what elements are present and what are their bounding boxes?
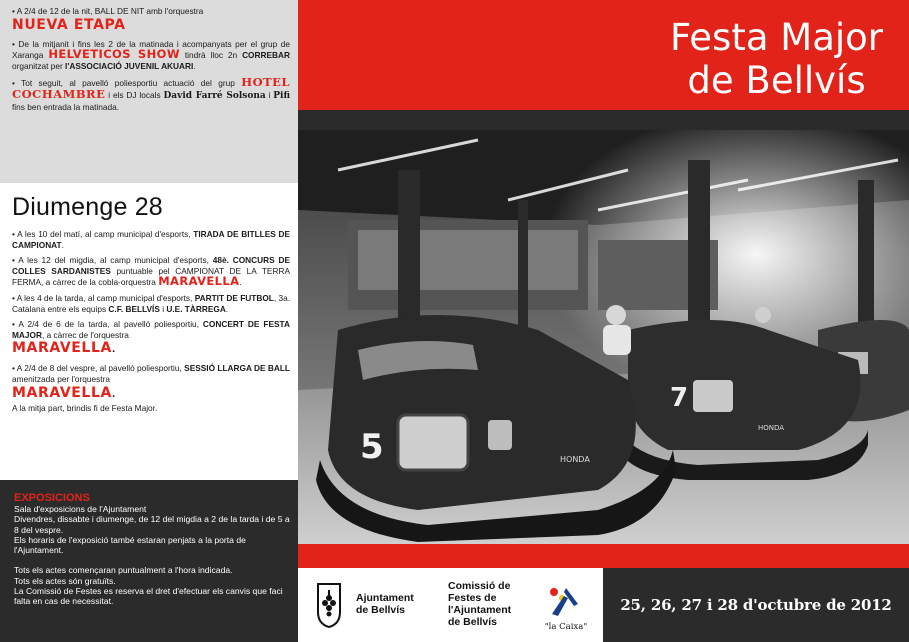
event-text: tindrà lloc 2n [184, 50, 238, 61]
event-item [12, 229, 290, 250]
car-number: 5 [360, 427, 384, 467]
event-text: • A les 12 del migdia, al camp municipal d'esports, [12, 255, 209, 266]
band-name: HELVETICOS SHOW [48, 47, 180, 62]
logo-line: de Bellvís [448, 616, 498, 628]
photo-illustration [298, 130, 909, 544]
car-number: 7 [670, 383, 689, 413]
event-item [12, 6, 290, 33]
event-text: , a càrrec de l'orquestra [41, 329, 129, 340]
dj-name: Pifi [273, 90, 291, 101]
event-text: , 3a. Catalana entre els equips [12, 292, 291, 314]
exhibition-line: Divendres, dissabte i diumenge, de 12 del migdia a 2 de la tarda i de 5 a 8 del vespre. [14, 514, 290, 535]
saturday-section [0, 0, 298, 183]
exhibition-line: Els horaris de l'exposició també estaran penjats a la porta de l'Ajuntament. [14, 534, 246, 556]
day-heading: Diumenge 28 [12, 193, 163, 221]
note-line: Tots els actes són gratuïts. [14, 575, 116, 586]
event-text: • A 2/4 de 12 de la nit, BALL DE NIT amb l'orquestra [12, 6, 204, 16]
divider-strip [298, 110, 909, 130]
punctuation: . [239, 277, 242, 288]
band-name: MARAVELLA [158, 274, 240, 289]
event-highlight: PARTIT DE FUTBOL [194, 292, 274, 303]
event-highlight: CORREBAR [242, 50, 291, 61]
bellvis-coat-of-arms-icon [316, 582, 342, 628]
event-item [12, 77, 290, 112]
logo-line: Ajuntament [356, 592, 414, 604]
event-text: fins ben entrada la matinada. [12, 101, 120, 112]
logo-line: Comissió de [448, 580, 511, 592]
event-text: • A les 10 del matí, al camp municipal d'esports, [12, 229, 191, 239]
red-strip [298, 544, 909, 568]
event-text: organitzat per [12, 60, 63, 71]
band-name: NUEVA ETAPA [12, 16, 126, 33]
note-line: Tots els actes començaran puntualment a l'hora indicada. [14, 565, 233, 576]
logo-line: Festes de [448, 592, 497, 604]
band-line [12, 385, 290, 403]
punctuation: . [61, 239, 64, 250]
team-name: C.F. BELLVÍS [108, 303, 160, 314]
event-text: • A les 4 de la tarda, al camp municipal d'esports, [12, 292, 193, 303]
event-item [12, 255, 290, 288]
event-item [12, 293, 290, 314]
punctuation: . [111, 389, 116, 400]
event-highlight: 48è. CONCURS DE COLLES SARDANISTES [12, 255, 290, 276]
event-text: • A 2/4 de 8 del vespre, al pavelló poliesportiu, [12, 363, 182, 374]
band-name: MARAVELLA [12, 384, 112, 401]
event-highlight: l'ASSOCIACIÓ JUVENIL AKUARI [65, 60, 194, 71]
logo-line: de Bellvís [356, 604, 406, 616]
festival-dates: 25, 26, 27 i 28 d'octubre de 2012 [603, 568, 909, 642]
car-brand: HONDA [560, 455, 590, 464]
car-brand: HONDA [758, 424, 785, 432]
event-text: • Tot seguit, al pavelló poliesportiu actuació del grup [12, 78, 235, 89]
star-figure-icon [538, 578, 594, 622]
event-text: • De la mitjanit i fins les 2 de la matinada i acompanyats per el grup de Xaranga [12, 38, 290, 61]
spacer [14, 555, 290, 565]
punctuation: . [193, 60, 196, 71]
program-column [0, 0, 298, 642]
title-banner [298, 0, 909, 110]
event-highlight: CONCERT DE FESTA MAJOR [12, 319, 290, 340]
logo-line: l'Ajuntament [448, 604, 512, 616]
event-text: puntuable pel CAMPIONAT DE LA TERRA FERMA, a càrrec de la cobla-orquestra [12, 265, 290, 288]
event-item [12, 363, 290, 413]
ajuntament-logo-text [356, 592, 414, 616]
poster-title [670, 16, 883, 102]
event-highlight: TIRADA DE BITLLES DE CAMPIONAT [12, 229, 290, 250]
event-text: A la mitja part, brindis fi de Festa Major. [12, 402, 158, 413]
event-highlight: SESSIÓ LLARGA DE BALL [184, 363, 290, 374]
title-line: Festa Major [670, 16, 883, 59]
event-text: i [162, 303, 165, 314]
exhibitions-heading: EXPOSICIONS [14, 492, 90, 504]
la-caixa-logo [538, 578, 594, 634]
band-line [12, 340, 290, 358]
event-text: • A 2/4 de 6 de la tarda, al pavelló poliesportiu, [12, 319, 199, 330]
note-line: La Comissió de Festes es reserva el dret d'efectuar els canvis que faci falta en cas de necessitat. [14, 586, 283, 607]
event-text: amenitzada per l'orquestra [12, 373, 110, 384]
dj-name: David Farré Solsona [163, 90, 266, 101]
cover-column [298, 0, 909, 642]
exhibition-line: Sala d'exposicions de l'Ajuntament [14, 504, 147, 514]
sunday-section [0, 183, 298, 480]
team-name: U.E. TÀRREGA [166, 303, 226, 314]
event-text: i [268, 89, 271, 100]
event-item [12, 39, 290, 72]
punctuation: . [111, 345, 116, 356]
band-name: MARAVELLA [12, 340, 112, 357]
caixa-label: "la Caixa" [544, 622, 588, 632]
bumper-cars-photo [298, 130, 909, 544]
exhibitions-section [0, 480, 298, 642]
comissio-logo-text [448, 580, 511, 628]
title-line: de Bellvís [687, 59, 866, 102]
event-text: i els DJ locals [108, 89, 161, 100]
event-item [12, 319, 290, 358]
band-name: HOTEL COCHAMBRE [12, 75, 290, 101]
punctuation: . [225, 303, 229, 314]
